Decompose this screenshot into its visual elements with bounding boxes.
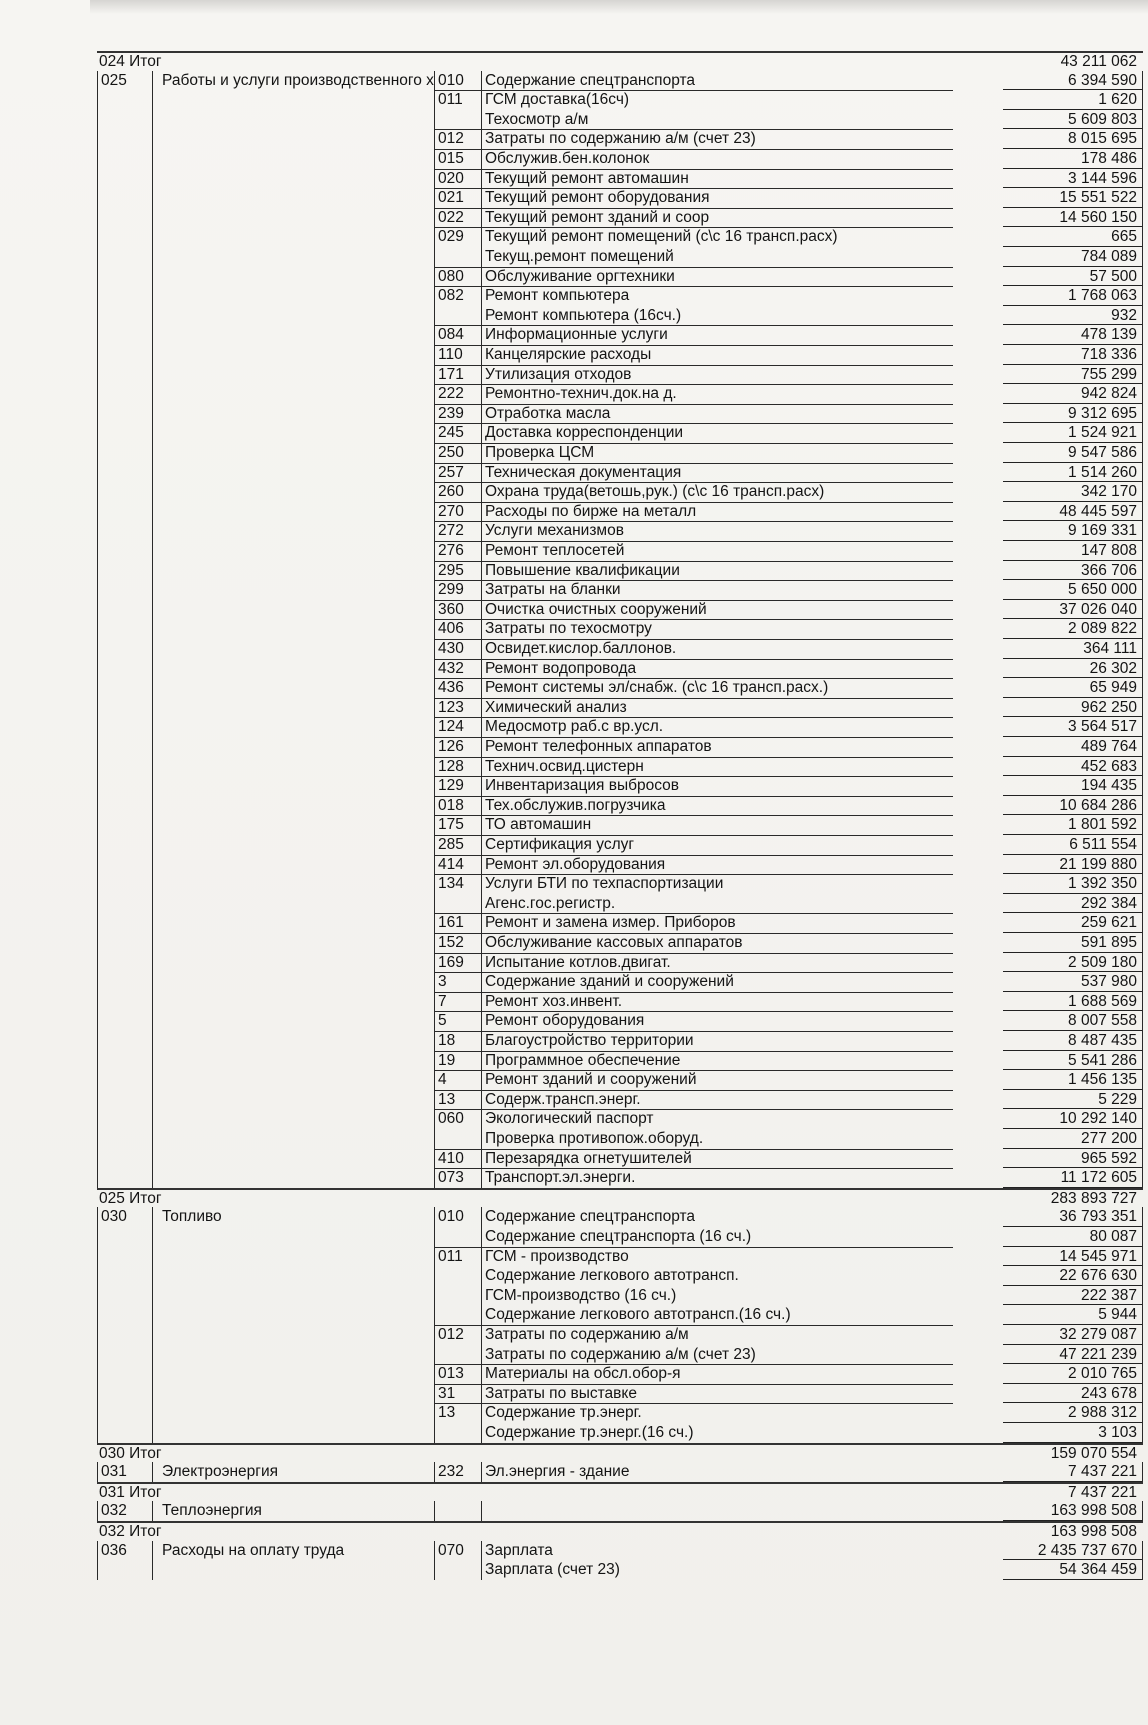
sub-code: 013 — [438, 1365, 464, 1383]
column-line — [434, 1207, 435, 1442]
item-amount: 3 144 596 — [1068, 169, 1137, 187]
item-description: Испытание котлов.двигат. — [485, 953, 671, 971]
item-description: Текущий ремонт автомашин — [485, 169, 689, 187]
item-amount: 1 688 569 — [1068, 992, 1137, 1010]
account-code: 025 — [101, 71, 127, 89]
column-line — [1142, 71, 1143, 1188]
sub-code: 406 — [438, 620, 464, 638]
item-description: Содержание тр.энерг. — [485, 1404, 642, 1422]
item-description: ГСМ - производство — [485, 1247, 629, 1265]
item-amount: 3 103 — [1098, 1424, 1137, 1441]
sub-code: 022 — [438, 208, 464, 226]
item-amount: 5 944 — [1098, 1306, 1137, 1324]
account-name: Расходы на оплату труда — [162, 1541, 345, 1559]
item-description: Экологический паспорт — [485, 1110, 654, 1128]
sub-code: 239 — [438, 404, 464, 422]
section-total-value: 159 070 554 — [1050, 1444, 1137, 1462]
item-description: Ремонт водопровода — [485, 659, 637, 677]
sub-code: 015 — [438, 150, 464, 167]
sub-code: 171 — [438, 365, 464, 383]
item-description: Отработка масла — [485, 404, 611, 422]
sub-code: 436 — [438, 679, 464, 697]
item-amount: 6 394 590 — [1068, 71, 1137, 89]
sub-code: 010 — [438, 1208, 464, 1226]
column-line — [97, 1462, 98, 1482]
sub-code: 222 — [438, 385, 464, 403]
item-amount: 10 292 140 — [1059, 1110, 1137, 1128]
sub-code: 175 — [438, 816, 464, 834]
item-amount: 15 551 522 — [1059, 189, 1137, 207]
item-description: Содержание спецтранспорта — [485, 1208, 696, 1226]
sub-code: 272 — [438, 522, 464, 540]
item-amount: 8 015 695 — [1068, 130, 1137, 148]
item-amount: 277 200 — [1080, 1130, 1137, 1147]
item-description: Охрана труда(ветошь,рук.) (с\с 16 трансп.расх) — [485, 483, 825, 501]
account-name: Теплоэнергия — [162, 1502, 262, 1520]
item-description: Эл.энергия - здание — [485, 1463, 630, 1481]
sub-code: 430 — [438, 640, 464, 657]
item-description: Очистка очистных сооружений — [485, 600, 707, 618]
sub-code: 299 — [438, 581, 464, 599]
sub-code: 126 — [438, 738, 464, 755]
item-amount: 784 089 — [1080, 248, 1137, 265]
item-description: Утилизация отходов — [485, 365, 632, 383]
item-amount: 22 676 630 — [1059, 1267, 1137, 1285]
sub-code: 011 — [438, 91, 463, 109]
sub-code: 134 — [438, 875, 464, 893]
item-description: Затраты по выставке — [485, 1384, 637, 1402]
item-amount: 478 139 — [1080, 326, 1137, 344]
item-amount: 6 511 554 — [1069, 836, 1137, 853]
column-line — [97, 71, 98, 1188]
item-description: Освидет.кислор.баллонов. — [485, 640, 677, 657]
item-amount: 259 621 — [1080, 914, 1137, 932]
item-description: Услуги механизмов — [485, 522, 624, 540]
sub-code: 250 — [438, 444, 464, 461]
section-total-row — [97, 1482, 1143, 1501]
item-description: Транспорт.эл.энерги. — [485, 1169, 636, 1187]
item-amount: 489 764 — [1080, 738, 1137, 755]
item-amount: 364 111 — [1083, 640, 1137, 657]
sub-code: 232 — [438, 1463, 464, 1481]
sub-code: 4 — [438, 1071, 447, 1089]
item-description: Зарплата (счет 23) — [485, 1561, 620, 1579]
column-line — [481, 1541, 482, 1580]
column-line — [152, 1462, 153, 1482]
item-description: Ремонт оборудования — [485, 1012, 645, 1030]
item-description: Техосмотр а/м — [485, 110, 589, 128]
item-description: Затраты по содержанию а/м (счет 23) — [485, 130, 756, 148]
sub-code: 31 — [438, 1384, 456, 1402]
item-amount: 80 087 — [1089, 1228, 1137, 1245]
item-description: Программное обеспечение — [485, 1051, 681, 1069]
item-amount: 1 514 260 — [1068, 463, 1137, 481]
sub-code: 414 — [438, 855, 464, 873]
item-amount: 366 706 — [1080, 561, 1137, 579]
item-description: Затраты по содержанию а/м (счет 23) — [485, 1345, 756, 1363]
sub-code: 161 — [438, 914, 464, 932]
item-amount: 57 500 — [1089, 267, 1137, 285]
item-amount: 10 684 286 — [1059, 796, 1137, 814]
section-total-row — [97, 1521, 1143, 1540]
item-amount: 5 609 803 — [1068, 110, 1137, 128]
item-amount: 1 392 350 — [1068, 875, 1137, 893]
sub-code: 18 — [438, 1032, 456, 1049]
section-total-row — [97, 1188, 1143, 1207]
sub-code: 084 — [438, 326, 464, 344]
item-description: Сертификация услуг — [485, 836, 635, 853]
sub-code: 110 — [438, 346, 463, 363]
ledger-table — [97, 51, 1143, 1725]
item-description: Содержание тр.энерг.(16 сч.) — [485, 1424, 694, 1441]
column-line — [97, 1541, 98, 1580]
account-code: 031 — [101, 1463, 127, 1481]
sub-code: 295 — [438, 561, 464, 579]
sub-code: 3 — [438, 973, 447, 991]
item-amount: 942 824 — [1080, 385, 1137, 403]
sub-code: 257 — [438, 463, 464, 481]
item-description: Обслуживание кассовых аппаратов — [485, 934, 743, 951]
account-code: 036 — [101, 1541, 127, 1559]
sub-code: 13 — [438, 1090, 456, 1108]
section-total-value: 7 437 221 — [1068, 1483, 1137, 1501]
item-description: Информационные услуги — [485, 326, 668, 344]
item-description: Содержание спецтранспорта — [485, 71, 696, 89]
item-amount: 14 560 150 — [1059, 208, 1137, 226]
account-code: 030 — [101, 1208, 127, 1226]
sub-code: 13 — [438, 1404, 456, 1422]
item-amount: 2 089 822 — [1068, 620, 1137, 638]
item-amount: 37 026 040 — [1059, 600, 1137, 618]
column-line — [1142, 1462, 1143, 1482]
column-line — [1142, 1541, 1143, 1580]
item-amount: 21 199 880 — [1059, 855, 1137, 873]
item-amount: 962 250 — [1080, 698, 1137, 716]
item-description: Содерж.трансп.энерг. — [485, 1090, 641, 1108]
item-description: Ремонт и замена измер. Приборов — [485, 914, 736, 932]
column-line — [152, 1501, 153, 1521]
item-description: ТО автомашин — [485, 816, 592, 834]
item-description: Канцелярские расходы — [485, 346, 652, 363]
item-description: Обслуживание оргтехники — [485, 267, 675, 285]
item-description: Перезарядка огнетушителей — [485, 1149, 692, 1167]
sub-code: 012 — [438, 130, 464, 148]
item-amount: 163 998 508 — [1050, 1502, 1137, 1520]
item-description: Ремонт эл.оборудования — [485, 855, 666, 873]
item-description: Ремонт зданий и сооружений — [485, 1071, 697, 1089]
column-line — [1142, 1501, 1143, 1521]
column-line — [434, 71, 435, 1188]
column-line — [481, 1501, 482, 1521]
item-description: Медосмотр раб.с вр.усл. — [485, 718, 664, 736]
section-total-label: 024 Итог — [99, 53, 162, 70]
sub-code: 020 — [438, 169, 464, 187]
item-amount: 1 801 592 — [1068, 816, 1137, 834]
item-amount: 1 456 135 — [1068, 1071, 1137, 1089]
sub-code: 080 — [438, 267, 464, 285]
item-description: Ремонт теплосетей — [485, 542, 625, 559]
sub-code: 169 — [438, 953, 464, 971]
item-amount: 2 509 180 — [1068, 953, 1137, 971]
column-line — [152, 71, 153, 1188]
sub-code: 128 — [438, 757, 464, 775]
item-description: Благоустройство территории — [485, 1032, 694, 1049]
item-description: Зарплата — [485, 1541, 553, 1559]
column-line — [152, 1541, 153, 1580]
item-description: Ремонт системы эл/снабж. (с\с 16 трансп.расх.) — [485, 679, 829, 697]
item-amount: 7 437 221 — [1068, 1463, 1137, 1481]
item-description: Повышение квалификации — [485, 561, 680, 579]
item-amount: 2 010 765 — [1068, 1365, 1137, 1383]
item-amount: 5 541 286 — [1068, 1051, 1137, 1069]
item-amount: 591 895 — [1080, 934, 1137, 951]
amount-underline — [1003, 1579, 1143, 1580]
sub-code: 152 — [438, 934, 464, 951]
account-name: Электроэнергия — [162, 1463, 279, 1481]
item-description: Расходы по бирже на металл — [485, 502, 697, 520]
item-amount: 755 299 — [1080, 365, 1137, 383]
sub-code: 018 — [438, 796, 464, 814]
item-description: Текущий ремонт помещений (с\с 16 трансп.расх) — [485, 228, 838, 246]
sub-code: 082 — [438, 287, 464, 305]
sub-code: 129 — [438, 777, 464, 795]
item-description: Затраты по техосмотру — [485, 620, 652, 638]
section-total-row — [97, 51, 1143, 70]
sub-code: 029 — [438, 228, 464, 246]
item-description: Материалы на обсл.обор-я — [485, 1365, 681, 1383]
section-total-label: 032 Итог — [99, 1523, 162, 1540]
item-amount: 3 564 517 — [1068, 718, 1137, 736]
item-description: Химический анализ — [485, 698, 627, 716]
item-amount: 11 172 605 — [1060, 1169, 1137, 1187]
sub-code: 276 — [438, 542, 464, 559]
item-amount: 48 445 597 — [1059, 502, 1137, 520]
item-description: ГСМ-производство (16 сч.) — [485, 1286, 677, 1304]
sub-code: 285 — [438, 836, 464, 853]
item-amount: 2 988 312 — [1068, 1404, 1137, 1422]
item-description: Доставка корреспонденции — [485, 424, 684, 442]
column-line — [97, 1207, 98, 1442]
sub-code: 360 — [438, 600, 464, 618]
item-amount: 9 312 695 — [1068, 404, 1137, 422]
item-amount: 147 808 — [1080, 542, 1137, 559]
item-amount: 665 — [1111, 228, 1137, 246]
sub-code: 010 — [438, 71, 464, 89]
item-description: Ремонтно-технич.док.на д. — [485, 385, 677, 403]
item-description: Проверка противопож.оборуд. — [485, 1130, 704, 1147]
item-amount: 932 — [1111, 306, 1137, 324]
column-line — [481, 1462, 482, 1482]
column-line — [434, 1541, 435, 1580]
section-total-value: 43 211 062 — [1060, 53, 1137, 70]
section-total-value: 283 893 727 — [1050, 1189, 1137, 1207]
account-name: Топливо — [162, 1208, 222, 1226]
sub-code: 011 — [438, 1247, 463, 1265]
sub-code: 260 — [438, 483, 464, 501]
item-amount: 54 364 459 — [1059, 1561, 1137, 1579]
item-amount: 537 980 — [1080, 973, 1137, 991]
item-description: Ремонт компьютера — [485, 287, 630, 305]
item-amount: 243 678 — [1080, 1384, 1137, 1402]
item-amount: 8 487 435 — [1068, 1032, 1137, 1049]
item-amount: 222 387 — [1080, 1286, 1137, 1304]
section-total-label: 030 Итог — [99, 1444, 162, 1462]
item-description: Тех.обслужив.погрузчика — [485, 796, 666, 814]
sub-code: 5 — [438, 1012, 447, 1030]
item-description: Содержание легкового автотрансп. — [485, 1267, 739, 1285]
item-amount: 194 435 — [1080, 777, 1137, 795]
item-description: Обслужив.бен.колонок — [485, 150, 650, 167]
column-line — [434, 1462, 435, 1482]
section-total-row — [97, 1443, 1143, 1462]
sub-code: 070 — [438, 1541, 464, 1559]
item-description: Содержание легкового автотрансп.(16 сч.) — [485, 1306, 791, 1324]
column-line — [481, 71, 482, 1188]
item-amount: 14 545 971 — [1059, 1247, 1137, 1265]
item-amount: 1 620 — [1098, 91, 1137, 109]
item-amount: 1 768 063 — [1068, 287, 1137, 305]
column-line — [152, 1207, 153, 1442]
item-amount: 5 650 000 — [1068, 581, 1137, 599]
item-amount: 292 384 — [1080, 894, 1137, 912]
sub-code: 021 — [438, 189, 464, 207]
account-name: Работы и услуги производственного х — [162, 71, 434, 89]
item-amount: 5 229 — [1098, 1090, 1137, 1108]
item-description: Технич.освид.цистерн — [485, 757, 644, 775]
item-amount: 452 683 — [1080, 757, 1137, 775]
item-amount: 9 547 586 — [1068, 444, 1137, 461]
sub-code: 432 — [438, 659, 464, 677]
sub-code: 123 — [438, 698, 464, 716]
column-line — [1142, 1207, 1143, 1442]
item-amount: 26 302 — [1089, 659, 1137, 677]
item-description: Техническая документация — [485, 463, 682, 481]
item-description: Агенс.гос.регистр. — [485, 894, 616, 912]
item-description: Затраты по содержанию а/м — [485, 1326, 689, 1343]
item-amount: 8 007 558 — [1068, 1012, 1137, 1030]
item-description: Проверка ЦСМ — [485, 444, 595, 461]
column-line — [97, 1501, 98, 1521]
sub-code: 270 — [438, 502, 464, 520]
sub-code: 124 — [438, 718, 464, 736]
section-total-value: 163 998 508 — [1050, 1523, 1137, 1540]
item-description: Содержание спецтранспорта (16 сч.) — [485, 1228, 752, 1245]
sub-code: 060 — [438, 1110, 464, 1128]
item-amount: 36 793 351 — [1059, 1208, 1137, 1226]
account-code: 032 — [101, 1502, 127, 1520]
item-description: Ремонт компьютера (16сч.) — [485, 306, 682, 324]
column-line — [481, 1207, 482, 1442]
sub-code: 245 — [438, 424, 464, 442]
item-amount: 47 221 239 — [1059, 1345, 1137, 1363]
item-amount: 9 169 331 — [1068, 522, 1137, 540]
item-description: Ремонт хоз.инвент. — [485, 992, 623, 1010]
column-line — [434, 1501, 435, 1521]
item-description: ГСМ доставка(16сч) — [485, 91, 630, 109]
sub-code: 073 — [438, 1169, 464, 1187]
sub-code: 410 — [438, 1149, 464, 1167]
sub-code: 012 — [438, 1326, 464, 1343]
item-amount: 1 524 921 — [1068, 424, 1137, 442]
item-description: Текущий ремонт оборудования — [485, 189, 710, 207]
item-description: Текущ.ремонт помещений — [485, 248, 674, 265]
section-total-label: 025 Итог — [99, 1189, 162, 1207]
section-total-label: 031 Итог — [99, 1483, 162, 1501]
item-description: Текущий ремонт зданий и соор — [485, 208, 710, 226]
item-amount: 65 949 — [1089, 679, 1137, 697]
item-amount: 718 336 — [1080, 346, 1137, 363]
scan-edge-shadow — [90, 0, 1148, 14]
item-description: Содержание зданий и сооружений — [485, 973, 734, 991]
sub-code: 19 — [438, 1051, 456, 1069]
item-description: Затраты на бланки — [485, 581, 621, 599]
sub-code: 7 — [438, 992, 447, 1010]
item-description: Услуги БТИ по техпаспортизации — [485, 875, 724, 893]
item-description: Ремонт телефонных аппаратов — [485, 738, 712, 755]
item-amount: 32 279 087 — [1059, 1326, 1137, 1343]
item-amount: 2 435 737 670 — [1037, 1541, 1137, 1559]
item-amount: 342 170 — [1080, 483, 1137, 501]
item-description: Инвентаризация выбросов — [485, 777, 679, 795]
item-amount: 965 592 — [1080, 1149, 1137, 1167]
item-amount: 178 486 — [1080, 150, 1137, 167]
